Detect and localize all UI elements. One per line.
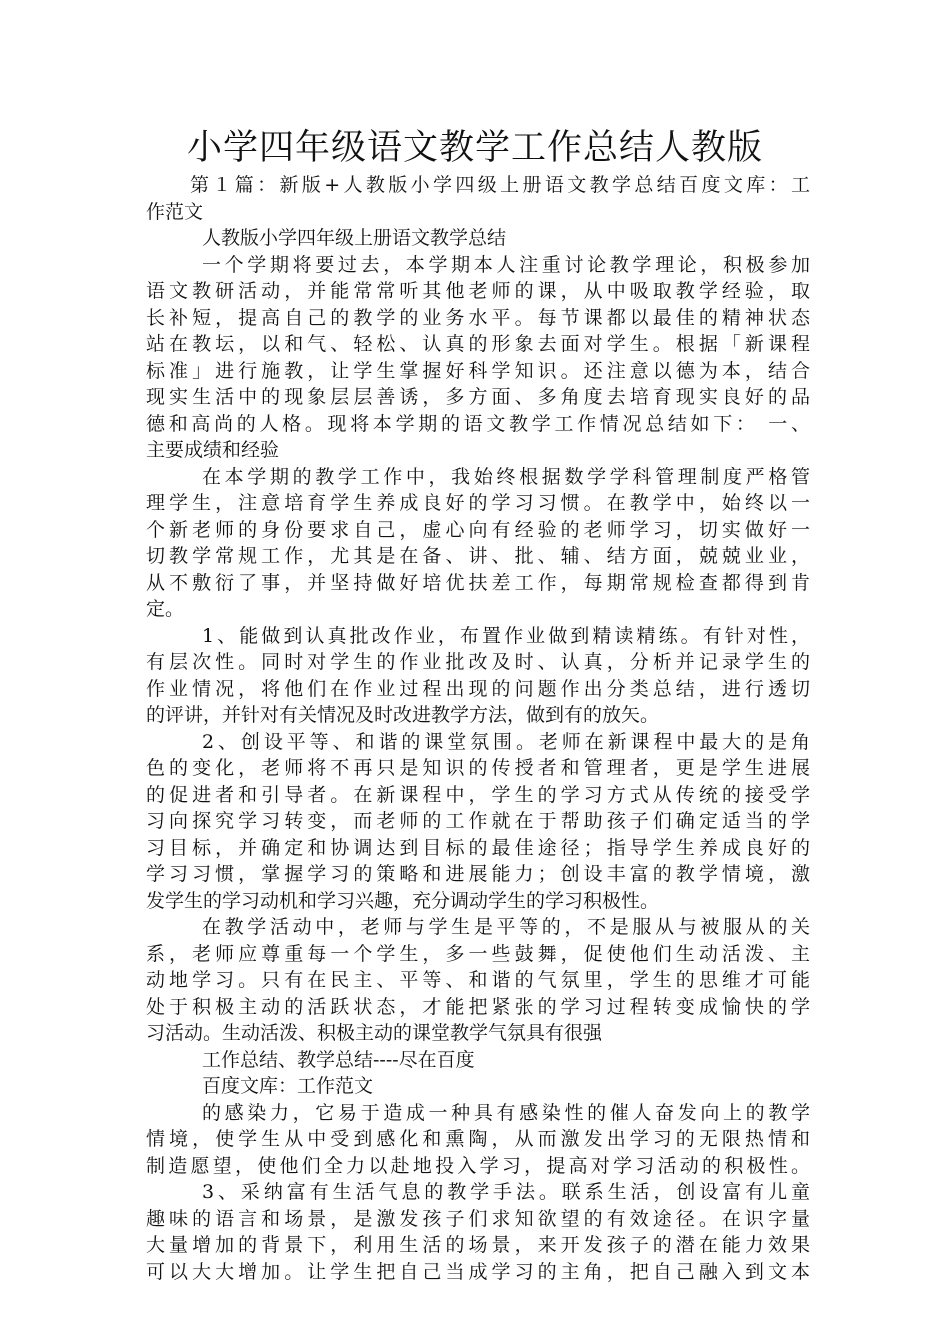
body-line: 百度文库：工作范文 [202, 1075, 374, 1097]
body-line: 标准」进行施教，让学生掌握好科学知识。还注意以德为本，结合 [146, 359, 810, 382]
body-line: 作范文 [146, 200, 204, 223]
body-line: 的评讲，并针对有关情况及时改进教学方法，做到有的放矢。 [146, 704, 660, 726]
document-body [146, 172, 810, 1285]
body-line: 趣味的语言和场景，是激发孩子们求知欲望的有效途径。在识字量 [146, 1207, 810, 1230]
body-line: 的促进者和引导者。在新课程中，学生的学习方式从传统的接受学 [146, 783, 810, 806]
body-line: 大量增加的背景下，利用生活的场景，来开发孩子的潜在能力效果 [146, 1234, 810, 1256]
body-line: 个新老师的身份要求自己，虚心向有经验的老师学习，切实做好一 [146, 518, 810, 541]
body-line: 习目标，并确定和协调达到目标的最佳途径；指导学生养成良好的 [146, 836, 810, 859]
body-line: 3、采纳富有生活气息的教学手法。联系生活，创设富有儿童 [202, 1181, 810, 1203]
body-line: 处于积极主动的活跃状态，才能把紧张的学习过程转变成愉快的学 [146, 995, 810, 1018]
body-line: 主要成绩和经验 [146, 439, 280, 461]
body-line: 语文教研活动，并能常常听其他老师的课，从中吸取教学经验，取 [146, 280, 810, 302]
body-line: 有层次性。同时对学生的作业批改及时、认真，分析并记录学生的 [146, 651, 810, 673]
body-line: 长补短，提高自己的教学的业务水平。每节课都以最佳的精神状态 [146, 306, 810, 329]
body-line: 切教学常规工作，尤其是在备、讲、批、辅、结方面，兢兢业业， [146, 545, 810, 567]
body-line: 发学生的学习动机和学习兴趣，充分调动学生的学习积极性。 [146, 889, 660, 912]
body-line: 色的变化，老师将不再只是知识的传授者和管理者，更是学生进展 [146, 757, 810, 779]
body-line: 第１篇：新版+人教版小学四级上册语文教学总结百度文库：工 [190, 174, 810, 196]
body-line: 理学生，注意培育学生养成良好的学习习惯。在教学中，始终以一 [146, 492, 810, 514]
body-line: 情境，使学生从中受到感化和熏陶，从而激发出学习的无限热情和 [146, 1128, 810, 1150]
body-line: 学习习惯，掌握学习的策略和进展能力；创设丰富的教学情境，激 [146, 863, 810, 885]
body-line: 1、能做到认真批改作业，布置作业做到精读精练。有针对性， [202, 624, 810, 647]
body-line: 作业情况，将他们在作业过程出现的问题作出分类总结，进行透切 [146, 677, 810, 700]
body-line: 工作总结、教学总结----尽在百度 [202, 1048, 475, 1071]
body-line: 习活动。生动活泼、积极主动的课堂教学气氛具有很强 [146, 1022, 603, 1044]
document-title: 小学四年级语文教学工作总结人教版 [186, 128, 763, 168]
body-line: 动地学习。只有在民主、平等、和谐的气氛里，学生的思维才可能 [146, 969, 810, 991]
body-line: 站在教坛，以和气、轻松、认真的形象去面对学生。根据「新课程 [146, 333, 810, 355]
body-line: 德和高尚的人格。现将本学期的语文教学工作情况总结如下： 一、 [146, 412, 810, 435]
body-line: 在教学活动中，老师与学生是平等的，不是服从与被服从的关 [202, 916, 810, 938]
body-line: 的感染力，它易于造成一种具有感染性的催人奋发向上的教学 [202, 1101, 810, 1124]
body-line: 2、创设平等、和谐的课堂氛围。老师在新课程中最大的是角 [202, 730, 810, 753]
body-line: 人教版小学四年级上册语文教学总结 [202, 227, 507, 249]
body-line: 习向探究学习转变，而老师的工作就在于帮助孩子们确定适当的学 [146, 810, 810, 832]
body-line: 在本学期的教学工作中，我始终根据数学学科管理制度严格管 [202, 465, 810, 488]
body-line: 现实生活中的现象层层善诱，多方面、多角度去培育现实良好的品 [146, 386, 810, 408]
body-line: 系，老师应尊重每一个学生，多一些鼓舞，促使他们生动活泼、主 [146, 942, 810, 965]
body-line: 可以大大增加。让学生把自己当成学习的主角，把自己融入到文本 [146, 1260, 810, 1283]
body-line: 制造愿望，使他们全力以赴地投入学习，提高对学习活动的积极性。 [146, 1154, 810, 1177]
body-line: 一个学期将要过去，本学期本人注重讨论教学理论，积极参加 [202, 253, 810, 276]
body-line: 从不敷衍了事，并坚持做好培优扶差工作，每期常规检查都得到肯 [146, 571, 810, 594]
body-line: 定。 [146, 598, 185, 620]
